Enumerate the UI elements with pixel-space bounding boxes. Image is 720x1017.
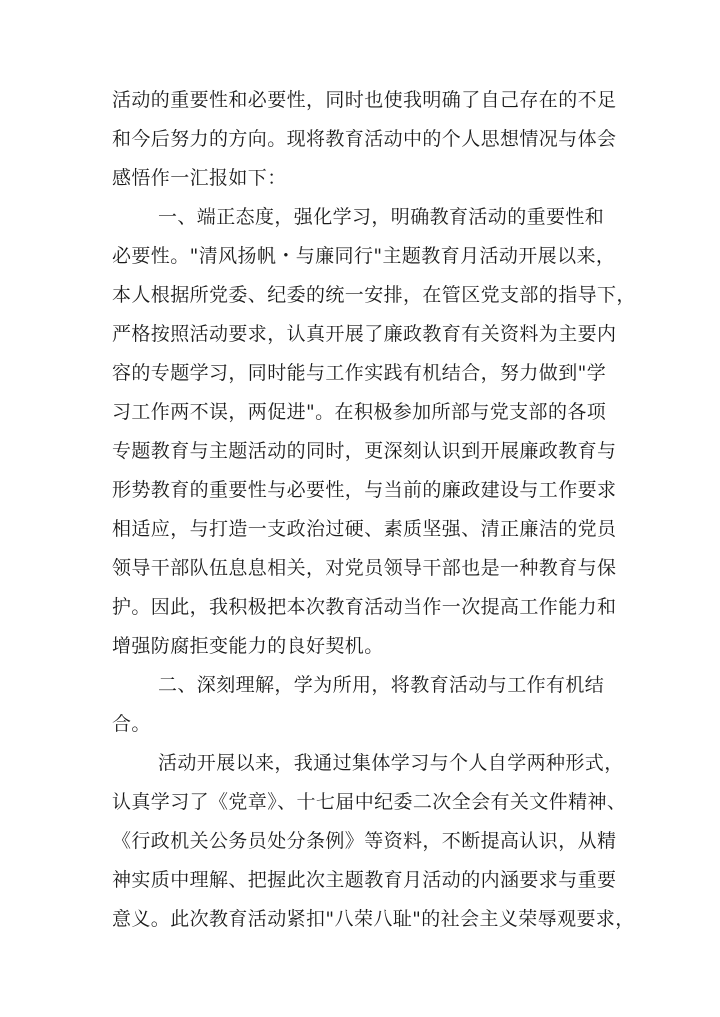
- text-line: 专题教育与主题活动的同时，更深刻认识到开展廉政教育与: [112, 440, 617, 462]
- text-line: 合。: [112, 713, 151, 735]
- text-line: 活动的重要性和必要性，同时也使我明确了自己存在的不足: [112, 89, 617, 111]
- text-line: 增强防腐拒变能力的良好契机。: [112, 635, 384, 657]
- section-heading-2: 二、深刻理解，学为所用，将教育活动与工作有机结: [158, 674, 605, 696]
- text-line: 严格按照活动要求，认真开展了廉政教育有关资料为主要内: [112, 323, 617, 345]
- text-line: 领导干部队伍息息相关，对党员领导干部也是一种教育与保: [112, 557, 617, 579]
- text-line: 习工作两不误，两促进"。在积极参加所部与党支部的各项: [112, 401, 607, 423]
- text-line: 《行政机关公务员处分条例》等资料，不断提高认识，从精: [112, 830, 617, 852]
- text-line: 认真学习了《党章》、十七届中纪委二次全会有关文件精神、: [112, 791, 627, 813]
- text-line: 容的专题学习，同时能与工作实践有机结合，努力做到"学: [112, 362, 607, 384]
- text-line: 形势教育的重要性与必要性，与当前的廉政建设与工作要求: [112, 479, 617, 501]
- paragraph-start: 活动开展以来，我通过集体学习与个人自学两种形式，: [158, 752, 624, 774]
- text-line: 感悟作一汇报如下：: [112, 167, 287, 189]
- text-line: 必要性。"清风扬帆・与廉同行"主题教育月活动开展以来，: [112, 245, 616, 267]
- section-heading-1: 一、端正态度，强化学习，明确教育活动的重要性和: [158, 206, 605, 228]
- text-line: 和今后努力的方向。现将教育活动中的个人思想情况与体会: [112, 128, 617, 150]
- text-line: 本人根据所党委、纪委的统一安排，在管区党支部的指导下，: [112, 284, 636, 306]
- text-line: 意义。此次教育活动紧扣"八荣八耻"的社会主义荣辱观要求，: [112, 908, 635, 930]
- text-line: 相适应，与打造一支政治过硬、素质坚强、清正廉洁的党员: [112, 518, 617, 540]
- text-line: 神实质中理解、把握此次主题教育月活动的内涵要求与重要: [112, 869, 617, 891]
- text-line: 护。因此，我积极把本次教育活动当作一次提高工作能力和: [112, 596, 617, 618]
